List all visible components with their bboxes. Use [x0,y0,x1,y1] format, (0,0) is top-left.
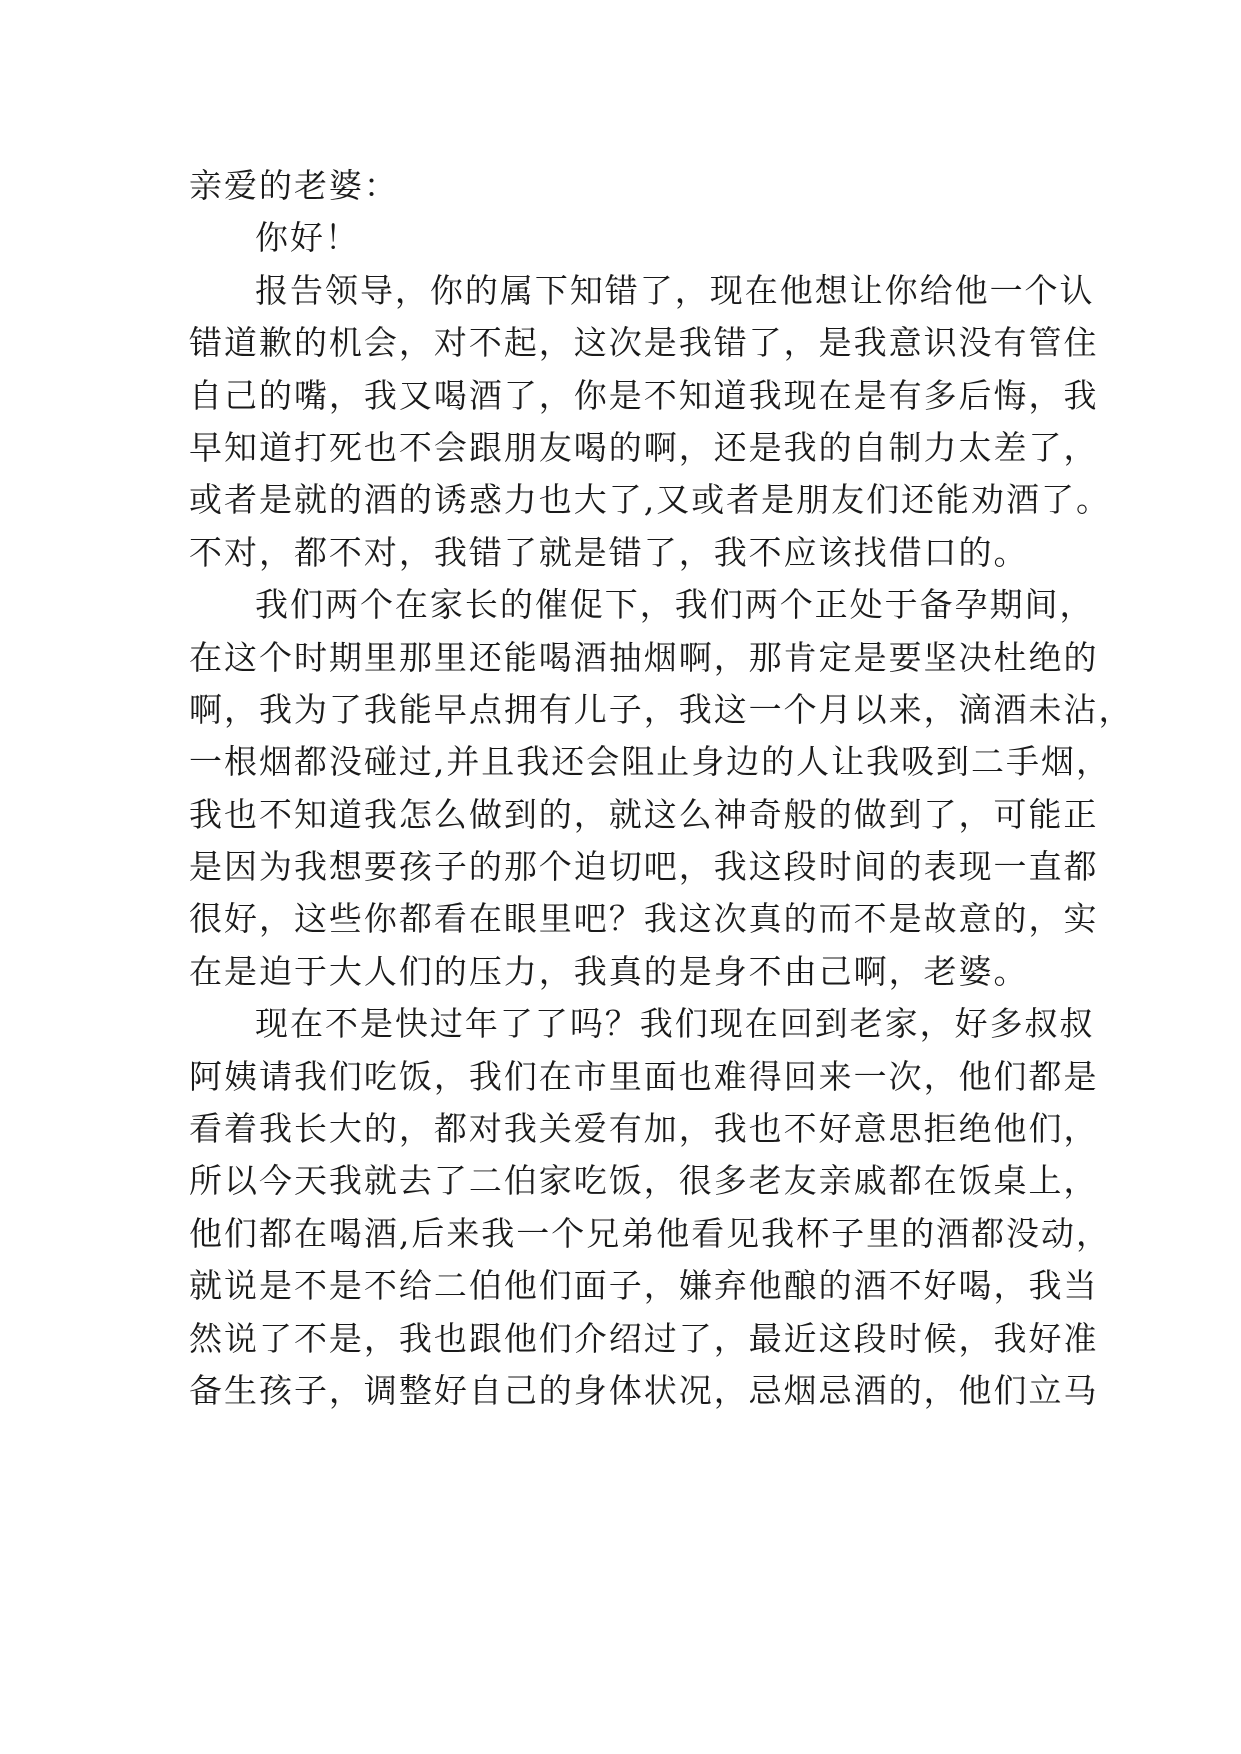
paragraph [189,265,1111,579]
paragraph [189,998,1111,1417]
paragraph-line: 很好，这些你都看在眼里吧？我这次真的而不是故意的，实 [189,899,1099,939]
paragraph-line: 备生孩子，调整好自己的身体状况，忌烟忌酒的，他们立马 [189,1370,1099,1410]
paragraph-line: 就说是不是不给二伯他们面子，嫌弃他酿的酒不好喝，我当 [189,1266,1099,1306]
paragraph-line: 在是迫于大人们的压力，我真的是身不由己啊，老婆。 [189,951,1029,991]
letter-body [189,160,1134,1417]
paragraph-line: 现在不是快过年了了吗？我们现在回到老家，好多叔叔 [255,1004,1095,1044]
paragraph-line: 啊，我为了我能早点拥有儿子，我这一个月以来，滴酒未沾， [189,689,1134,729]
paragraph-line: 我们两个在家长的催促下，我们两个正处于备孕期间， [255,585,1095,625]
paragraph-line: 所以今天我就去了二伯家吃饭，很多老友亲戚都在饭桌上， [189,1161,1099,1201]
paragraph-line: 他们都在喝酒,后来我一个兄弟他看见我杯子里的酒都没动， [189,1213,1111,1253]
paragraph-line: 我也不知道我怎么做到的，就这么神奇般的做到了，可能正 [189,794,1099,834]
paragraph-line: 一根烟都没碰过,并且我还会阻止身边的人让我吸到二手烟， [189,742,1111,782]
paragraph-line: 然说了不是，我也跟他们介绍过了，最近这段时候，我好准 [189,1318,1099,1358]
paragraph-line: 在这个时期里那里还能喝酒抽烟啊，那肯定是要坚决杜绝的 [189,637,1099,677]
paragraph-line: 阿姨请我们吃饭，我们在市里面也难得回来一次，他们都是 [189,1056,1099,1096]
paragraph-line: 报告领导，你的属下知错了，现在他想让你给他一个认 [255,270,1095,310]
paragraph-line: 错道歉的机会，对不起，这次是我错了，是我意识没有管住 [189,323,1099,363]
paragraph-line: 是因为我想要孩子的那个迫切吧，我这段时间的表现一直都 [189,847,1099,887]
greeting: 你好！ [255,218,360,258]
paragraph-line: 或者是就的酒的诱惑力也大了,又或者是朋友们还能劝酒了。 [189,480,1111,520]
paragraph-line: 早知道打死也不会跟朋友喝的啊，还是我的自制力太差了， [189,427,1099,467]
salutation: 亲爱的老婆： [189,166,399,205]
paragraph-line: 看着我长大的，都对我关爱有加，我也不好意思拒绝他们， [189,1109,1099,1149]
paragraph-line: 自己的嘴，我又喝酒了，你是不知道我现在是有多后悔，我 [189,375,1099,415]
paragraph-line: 不对，都不对，我错了就是错了，我不应该找借口的。 [189,532,1029,572]
paragraph [189,579,1134,998]
